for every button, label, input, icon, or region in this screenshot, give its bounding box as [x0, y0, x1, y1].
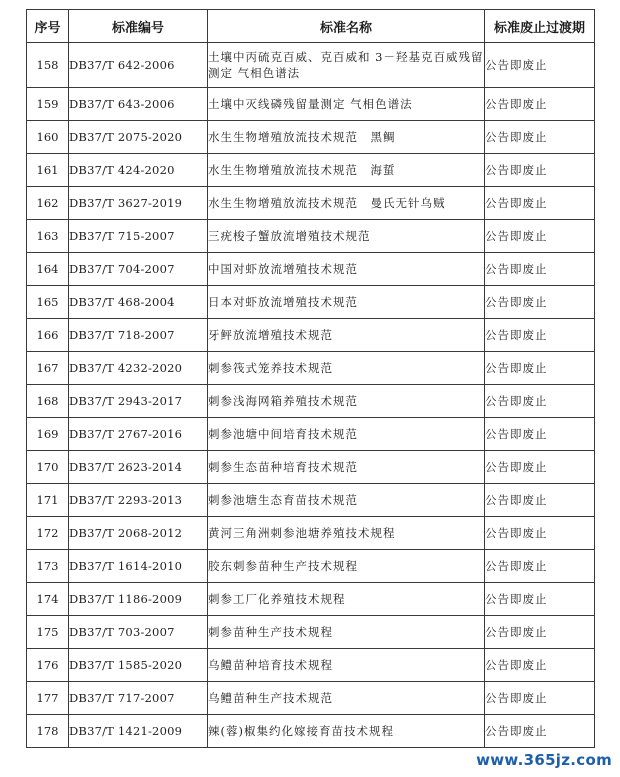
row-standard-code: DB37/T 703-2007: [69, 616, 208, 649]
row-standard-name: 刺参生态苗种培育技术规范: [208, 451, 485, 484]
row-transition-status: 公告即废止: [485, 484, 595, 517]
row-standard-name: 胶东刺参苗种生产技术规程: [208, 550, 485, 583]
row-standard-code: DB37/T 1421-2009: [69, 715, 208, 748]
row-transition-status: 公告即废止: [485, 121, 595, 154]
table-row: [27, 616, 595, 649]
row-standard-code: DB37/T 3627-2019: [69, 187, 208, 220]
table-row: [27, 220, 595, 253]
row-transition-status: 公告即废止: [485, 286, 595, 319]
row-index: 164: [27, 253, 69, 286]
row-index: 163: [27, 220, 69, 253]
row-transition-status: 公告即废止: [485, 517, 595, 550]
row-transition-status: 公告即废止: [485, 550, 595, 583]
table-row: [27, 154, 595, 187]
table-row: [27, 187, 595, 220]
row-transition-status: 公告即废止: [485, 352, 595, 385]
table-row: [27, 484, 595, 517]
row-standard-name: 水生生物增殖放流技术规范 黑鲷: [208, 121, 485, 154]
header-transition-period: 标准废止过渡期: [485, 10, 595, 43]
table-body: [27, 43, 595, 748]
row-index: 170: [27, 451, 69, 484]
row-standard-name: 刺参苗种生产技术规程: [208, 616, 485, 649]
row-transition-status: 公告即废止: [485, 319, 595, 352]
row-standard-name: 牙鲆放流增殖技术规范: [208, 319, 485, 352]
row-standard-code: DB37/T 1186-2009: [69, 583, 208, 616]
table-row: [27, 286, 595, 319]
row-transition-status: 公告即废止: [485, 616, 595, 649]
header-index: 序号: [27, 10, 69, 43]
row-index: 174: [27, 583, 69, 616]
row-index: 176: [27, 649, 69, 682]
row-standard-code: DB37/T 2293-2013: [69, 484, 208, 517]
row-standard-name: 刺参池塘生态育苗技术规范: [208, 484, 485, 517]
row-transition-status: 公告即废止: [485, 418, 595, 451]
row-transition-status: 公告即废止: [485, 220, 595, 253]
row-index: 175: [27, 616, 69, 649]
row-index: 160: [27, 121, 69, 154]
row-transition-status: 公告即废止: [485, 154, 595, 187]
row-standard-name: 土壤中丙硫克百威、克百威和 3－羟基克百威残留测定 气相色谱法: [208, 43, 485, 88]
row-standard-code: DB37/T 2068-2012: [69, 517, 208, 550]
row-standard-code: DB37/T 704-2007: [69, 253, 208, 286]
row-standard-name: 刺参工厂化养殖技术规程: [208, 583, 485, 616]
row-standard-name: 水生生物增殖放流技术规范 海蜇: [208, 154, 485, 187]
row-standard-code: DB37/T 718-2007: [69, 319, 208, 352]
row-standard-code: DB37/T 2623-2014: [69, 451, 208, 484]
row-transition-status: 公告即废止: [485, 187, 595, 220]
row-index: 161: [27, 154, 69, 187]
table-row: [27, 517, 595, 550]
row-index: 178: [27, 715, 69, 748]
row-standard-code: DB37/T 2767-2016: [69, 418, 208, 451]
site-watermark: www.365jz.com: [476, 751, 612, 769]
row-transition-status: 公告即废止: [485, 451, 595, 484]
row-index: 162: [27, 187, 69, 220]
row-standard-code: DB37/T 468-2004: [69, 286, 208, 319]
table-row: [27, 319, 595, 352]
row-index: 173: [27, 550, 69, 583]
header-standard-name: 标准名称: [208, 10, 485, 43]
row-index: 165: [27, 286, 69, 319]
table-row: [27, 550, 595, 583]
row-transition-status: 公告即废止: [485, 88, 595, 121]
table-row: [27, 715, 595, 748]
row-standard-name: 中国对虾放流增殖技术规范: [208, 253, 485, 286]
row-index: 166: [27, 319, 69, 352]
row-standard-code: DB37/T 424-2020: [69, 154, 208, 187]
row-standard-code: DB37/T 2943-2017: [69, 385, 208, 418]
row-index: 171: [27, 484, 69, 517]
row-transition-status: 公告即废止: [485, 682, 595, 715]
row-index: 159: [27, 88, 69, 121]
standards-table: [26, 9, 595, 748]
row-standard-code: DB37/T 715-2007: [69, 220, 208, 253]
row-standard-name: 水生生物增殖放流技术规范 曼氏无针乌贼: [208, 187, 485, 220]
table-row: [27, 352, 595, 385]
row-transition-status: 公告即废止: [485, 385, 595, 418]
row-index: 158: [27, 43, 69, 88]
row-standard-name: 三疣梭子蟹放流增殖技术规范: [208, 220, 485, 253]
row-index: 168: [27, 385, 69, 418]
row-standard-name: 刺参池塘中间培育技术规范: [208, 418, 485, 451]
row-transition-status: 公告即废止: [485, 715, 595, 748]
row-standard-name: 乌鳢苗种培育技术规程: [208, 649, 485, 682]
row-standard-name: 日本对虾放流增殖技术规范: [208, 286, 485, 319]
row-standard-code: DB37/T 642-2006: [69, 43, 208, 88]
table-row: [27, 682, 595, 715]
row-transition-status: 公告即废止: [485, 583, 595, 616]
table-row: [27, 253, 595, 286]
table-row: [27, 43, 595, 88]
row-standard-code: DB37/T 4232-2020: [69, 352, 208, 385]
row-standard-name: 刺参浅海网箱养殖技术规范: [208, 385, 485, 418]
row-standard-name: 黄河三角洲刺参池塘养殖技术规程: [208, 517, 485, 550]
table-header-row: [27, 10, 595, 43]
header-standard-code: 标准编号: [69, 10, 208, 43]
row-index: 169: [27, 418, 69, 451]
row-transition-status: 公告即废止: [485, 253, 595, 286]
row-standard-name: 土壤中灭线磷残留量测定 气相色谱法: [208, 88, 485, 121]
table-row: [27, 385, 595, 418]
row-transition-status: 公告即废止: [485, 43, 595, 88]
table-row: [27, 121, 595, 154]
row-index: 177: [27, 682, 69, 715]
row-transition-status: 公告即废止: [485, 649, 595, 682]
row-standard-code: DB37/T 717-2007: [69, 682, 208, 715]
row-standard-code: DB37/T 2075-2020: [69, 121, 208, 154]
row-standard-code: DB37/T 643-2006: [69, 88, 208, 121]
row-index: 167: [27, 352, 69, 385]
table-row: [27, 418, 595, 451]
row-standard-name: 辣(蓉)椒集约化嫁接育苗技术规程: [208, 715, 485, 748]
row-standard-code: DB37/T 1585-2020: [69, 649, 208, 682]
table-row: [27, 649, 595, 682]
row-standard-name: 乌鳢苗种生产技术规范: [208, 682, 485, 715]
table-row: [27, 88, 595, 121]
row-standard-code: DB37/T 1614-2010: [69, 550, 208, 583]
table-row: [27, 451, 595, 484]
table-row: [27, 583, 595, 616]
row-index: 172: [27, 517, 69, 550]
row-standard-name: 刺参筏式笼养技术规范: [208, 352, 485, 385]
